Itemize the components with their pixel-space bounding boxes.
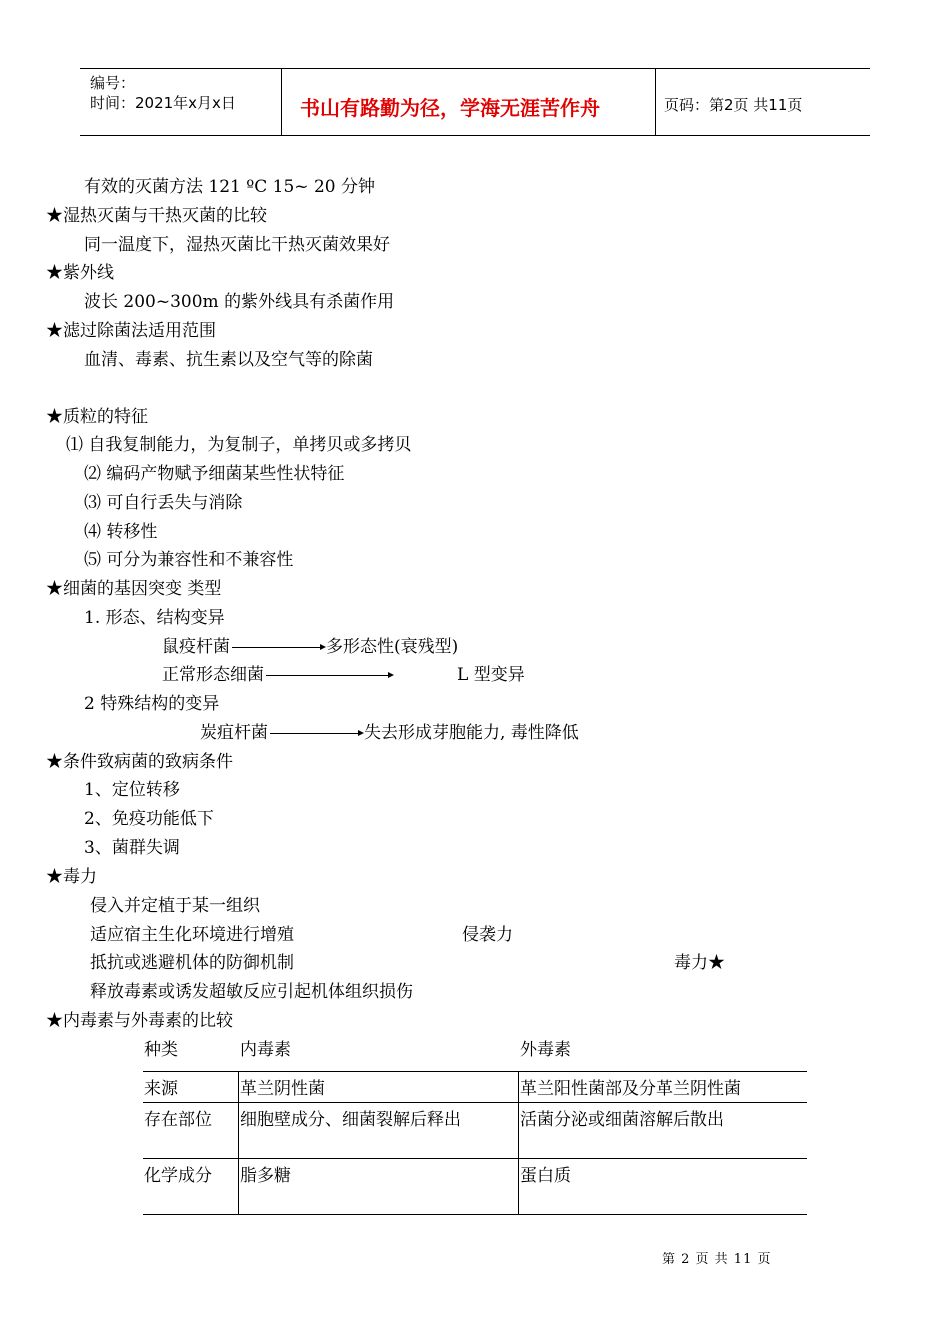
heading-uv: ★紫外线: [46, 263, 114, 283]
table-cell: 活菌分泌或细菌溶解后散出: [520, 1110, 724, 1130]
header-number-label: 编号：: [90, 74, 136, 92]
text-line: 侵入并定植于某一组织: [90, 896, 260, 916]
header-motto: 书山有路勤为径，学海无涯苦作舟: [300, 96, 600, 120]
table-header-cell: 内毒素: [240, 1040, 291, 1060]
text-line: 有效的灭菌方法 121 ºC 15~ 20 分钟: [84, 177, 375, 197]
mutation-row: [200, 722, 579, 744]
mutation-source: 鼠疫杆菌: [162, 637, 230, 657]
header-divider-right: [655, 68, 656, 136]
heading-toxin-comparison: ★内毒素与外毒素的比较: [46, 1011, 233, 1031]
arrow-icon: [232, 647, 324, 648]
mutation-result: 多形态性(衰残型): [326, 637, 459, 657]
table-column-rule: [238, 1071, 239, 1215]
heading-mutation: ★细菌的基因突变 类型: [46, 579, 222, 599]
table-cell: 脂多糖: [240, 1166, 291, 1186]
list-item: 3、菌群失调: [84, 838, 180, 858]
text-line: 血清、毒素、抗生素以及空气等的除菌: [84, 350, 373, 370]
page-footer: 第 2 页 共 11 页: [662, 1252, 772, 1267]
arrow-icon: [266, 675, 392, 676]
list-item: ⑴ 自我复制能力，为复制子，单拷贝或多拷贝: [66, 435, 412, 455]
arrow-icon: [270, 733, 362, 734]
heading-plasmid: ★质粒的特征: [46, 407, 148, 427]
table-cell: 革兰阴性菌: [240, 1079, 325, 1099]
text-line: 波长 200~300m 的紫外线具有杀菌作用: [84, 292, 395, 312]
text-line: 同一温度下，湿热灭菌比干热灭菌效果好: [84, 235, 390, 255]
table-rule: [143, 1158, 807, 1159]
mutation-result: L 型变异: [457, 665, 525, 685]
table-rule: [143, 1071, 807, 1072]
table-cell: 来源: [144, 1079, 178, 1099]
header-bottom-rule: [80, 135, 870, 136]
list-item: ⑵ 编码产物赋予细菌某些性状特征: [84, 464, 345, 484]
table-header-cell: 种类: [144, 1040, 178, 1060]
text-line: 释放毒素或诱发超敏反应引起机体组织损伤: [90, 982, 413, 1002]
table-cell: 革兰阳性菌部及分革兰阴性菌: [520, 1079, 741, 1099]
table-rule: [143, 1214, 807, 1215]
virulence-label: 毒力★: [674, 953, 725, 973]
mutation-source: 正常形态细菌: [162, 665, 264, 685]
list-item: ⑷ 转移性: [84, 522, 158, 542]
invasiveness-label: 侵袭力: [462, 925, 513, 945]
list-item: ⑸ 可分为兼容性和不兼容性: [84, 550, 294, 570]
list-item: 2、免疫功能低下: [84, 809, 214, 829]
mutation-row: [162, 636, 458, 658]
list-item: ⑶ 可自行丢失与消除: [84, 493, 243, 513]
table-header-cell: 外毒素: [520, 1040, 571, 1060]
heading-virulence: ★毒力: [46, 867, 97, 887]
table-cell: 化学成分: [144, 1166, 212, 1186]
table-rule: [143, 1102, 807, 1103]
list-item: 1. 形态、结构变异: [84, 608, 225, 628]
table-column-rule: [518, 1071, 519, 1215]
table-cell: 蛋白质: [520, 1166, 571, 1186]
mutation-row: [162, 664, 394, 686]
table-cell: 细胞壁成分、细菌裂解后释出: [240, 1110, 461, 1130]
header-page-label: 页码：第2页 共11页: [664, 96, 803, 114]
text-line: 适应宿主生化环境进行增殖: [90, 925, 294, 945]
list-item: 1、定位转移: [84, 780, 180, 800]
mutation-source: 炭疽杆菌: [200, 723, 268, 743]
heading-filtration: ★滤过除菌法适用范围: [46, 321, 216, 341]
header-time-label: 时间：2021年x月x日: [90, 94, 236, 112]
heading-moist-vs-dry-heat: ★湿热灭菌与干热灭菌的比较: [46, 206, 267, 226]
list-item: 2 特殊结构的变异: [84, 694, 220, 714]
text-line: 抵抗或逃避机体的防御机制: [90, 953, 294, 973]
header-top-rule: [80, 68, 870, 69]
table-cell: 存在部位: [144, 1110, 212, 1130]
header-divider-left: [281, 68, 282, 136]
mutation-result: 失去形成芽胞能力, 毒性降低: [364, 723, 579, 743]
heading-opportunistic: ★条件致病菌的致病条件: [46, 752, 233, 772]
